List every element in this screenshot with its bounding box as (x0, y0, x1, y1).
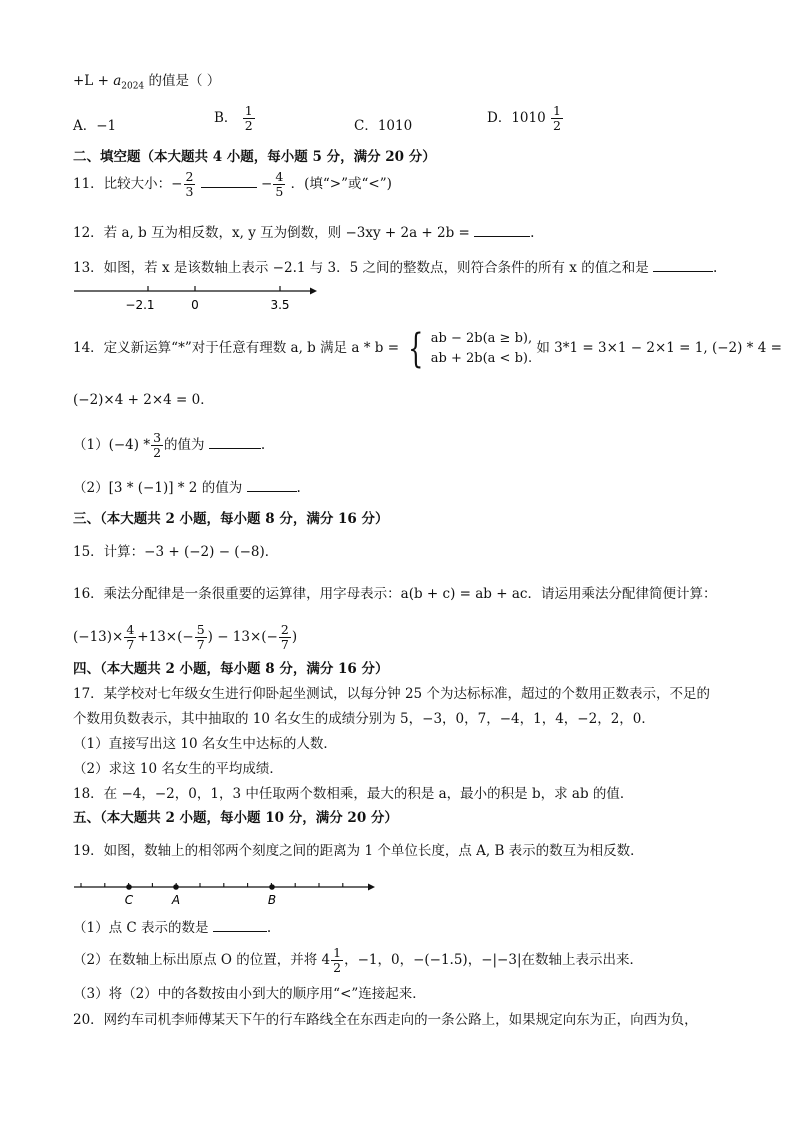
q16-fraction-a (124, 623, 136, 652)
q16-expr-d: ) (291, 629, 298, 645)
q11-suffix: ．(填“>”或“<”) (290, 176, 392, 192)
q14-sub1-num: 3 (153, 430, 162, 445)
q11-f1-den: 3 (185, 184, 194, 199)
q11-fraction-2 (273, 170, 285, 199)
q10-option-c-label: C．1010 (354, 118, 413, 134)
q13-label-pos: 3.5 (270, 298, 290, 312)
q17-sub2: （2）求这 10 名女生的平均成绩． (73, 761, 283, 777)
section5-title: 五、（本大题共 2 小题，每小题 10 分，满分 20 分） (73, 810, 398, 826)
q11-prefix: 11．比较大小：− (73, 176, 183, 192)
q14-sub1-suffix: 的值为 (164, 437, 205, 453)
q19-number-line (72, 877, 377, 907)
q19-label-a: A (171, 893, 181, 907)
q16-expr-b: +13×(− (137, 629, 194, 645)
q14-line2: (−2)×4 + 2×4 = 0． (73, 392, 214, 408)
q15: 15．计算：−3 + (−2) − (−8)． (73, 544, 279, 560)
q19-point-a (173, 884, 179, 890)
q10-tail-a: +L + (73, 73, 109, 89)
q14-sub2-end: . (296, 480, 301, 496)
q19: 19．如图，数轴上的相邻两个刻度之间的距离为 1 个单位长度，点 A, B 表示的数互为相反数． (73, 843, 644, 859)
q14-sub2-prefix: （2）[3 * (−1)] * 2 的值为 (73, 480, 243, 496)
q19-point-b (269, 884, 275, 890)
q16: 16．乘法分配律是一条很重要的运算律，用字母表示：a(b + c) = ab + ac．请运用乘法分配律简便计算： (73, 586, 717, 602)
section3-title: 三、（本大题共 2 小题，每小题 8 分，满分 16 分） (73, 511, 389, 527)
q14-sub2 (73, 477, 301, 497)
q19-sub1-answer-blank[interactable] (213, 917, 267, 932)
q16-fc-den: 7 (280, 637, 289, 652)
q14-cases (431, 329, 532, 369)
q17-line2: 个数用负数表示，其中抽取的 10 名女生的成绩分别为 5，−3，0，7，−4，1，4，−2，2，0． (73, 711, 655, 727)
q16-fraction-b (195, 623, 207, 652)
q10-option-d-den: 2 (552, 118, 561, 133)
q10-option-b-num: 1 (244, 103, 253, 118)
q10-tail-sub: 2024 (121, 81, 145, 92)
q13-axis-arrow (310, 288, 317, 295)
q11-answer-blank[interactable] (201, 173, 257, 188)
q10-option-b (214, 104, 256, 133)
q16-fraction-c (279, 623, 291, 652)
q16-expr-c: ) − 13×(− (207, 629, 278, 645)
q13 (73, 257, 717, 277)
q14-sub1-end: . (260, 437, 266, 453)
q10-option-b-den: 2 (244, 118, 253, 133)
q13-label-zero: 0 (191, 298, 199, 312)
q14-brace: { (408, 325, 424, 372)
q12-answer-blank[interactable] (474, 222, 530, 237)
q17-line1: 17．某学校对七年级女生进行仰卧起坐测试，以每分钟 25 个为达标标准，超过的个数用正数表示，不足的 (73, 686, 710, 702)
q14-sub1-prefix: （1）(−4) * (73, 437, 151, 453)
q13-text: 13．如图，若 x 是该数轴上表示 −2.1 与 3．5 之间的整数点，则符合条件的所有 x 的值之和是 (73, 260, 649, 276)
q19-label-b: B (267, 893, 277, 907)
q16-fc-num: 2 (280, 622, 289, 637)
q16-fb-den: 7 (196, 637, 205, 652)
q13-label-neg: −2.1 (125, 298, 155, 312)
q10-tail (73, 72, 220, 96)
q16-expr-a: (−13)× (73, 629, 124, 645)
q19-sub1-end: . (266, 920, 272, 936)
q18: 18．在 −4，−2，0，1，3 中任取两个数相乘，最大的积是 a，最小的积是 b，求 ab 的值． (73, 786, 634, 802)
q10-option-d-fraction (551, 104, 563, 133)
q14-case-1: ab − 2b(a ≥ b), (430, 330, 533, 346)
q13-end: . (713, 260, 718, 276)
q14-sub1-fraction (151, 431, 163, 460)
q11-f1-num: 2 (185, 169, 194, 184)
q12-end: . (530, 225, 535, 241)
q19-sub2-prefix: （2）在数轴上标出原点 O 的位置，并将 4 (73, 952, 331, 968)
q13-number-line (72, 282, 317, 314)
q10-option-a-label: A．−1 (73, 118, 117, 134)
q19-sub3: （3）将（2）中的各数按由小到大的顺序用“<”连接起来． (73, 986, 426, 1002)
q10-option-c (354, 114, 412, 134)
q10-option-d (487, 104, 564, 133)
q11 (73, 170, 392, 199)
q10-option-b-fraction (243, 104, 255, 133)
q11-mid: − (261, 176, 273, 192)
q19-sub2-suffix: ，−1，0，−(−1.5)，−|−3|在数轴上表示出来． (344, 952, 644, 968)
section4-title: 四、（本大题共 2 小题，每小题 8 分，满分 16 分） (73, 661, 389, 677)
q10-tail-c: 的值是（ ） (148, 73, 221, 89)
section2-title: 二、填空题（本大题共 4 小题，每小题 5 分，满分 20 分） (73, 149, 436, 165)
q10-option-b-prefix: B． (214, 110, 238, 126)
q19-point-c (126, 884, 132, 890)
q14-prefix: 14．定义新运算“*”对于任意有理数 a, b 满足 a * b = (73, 340, 400, 356)
q14 (73, 326, 782, 370)
q19-label-c: C (124, 893, 134, 907)
q11-fraction-1 (184, 170, 196, 199)
q14-sub1-den: 2 (153, 445, 162, 460)
q14-sub1-answer-blank[interactable] (209, 434, 261, 449)
q10-option-a (73, 114, 116, 134)
q16-fa-num: 4 (126, 622, 135, 637)
q19-sub2-fraction (331, 946, 343, 975)
q13-answer-blank[interactable] (653, 257, 713, 272)
q10-option-d-num: 1 (552, 103, 561, 118)
q14-sub1 (73, 427, 265, 463)
q19-axis-arrow (368, 884, 375, 891)
q11-f2-num: 4 (275, 169, 284, 184)
q10-tail-var: a (113, 73, 122, 89)
q20: 20．网约车司机李师傅某天下午的行车路线全在东西走向的一条公路上，如果规定向东为正，向西为负， (73, 1012, 698, 1028)
q19-sub2-num: 1 (333, 945, 342, 960)
q14-suffix: 如 3*1 = 3×1 − 2×1 = 1, (−2) * 4 = (536, 340, 782, 356)
q10-option-d-prefix: D．1010 (487, 110, 546, 126)
q14-sub2-answer-blank[interactable] (247, 477, 297, 492)
q16-fa-den: 7 (126, 637, 135, 652)
q14-case-2: ab + 2b(a < b). (430, 350, 533, 366)
q19-sub1 (73, 917, 271, 937)
q19-sub2-den: 2 (333, 960, 342, 975)
q16-expression (73, 619, 297, 655)
q19-sub2 (73, 942, 643, 978)
q17-sub1: （1）直接写出这 10 名女生中达标的人数． (73, 736, 337, 752)
q19-sub1-prefix: （1）点 C 表示的数是 (73, 920, 209, 936)
q14-piecewise (403, 325, 533, 372)
q12-text: 12．若 a, b 互为相反数，x, y 互为倒数，则 −3xy + 2a + 2b = (73, 225, 470, 241)
q16-fb-num: 5 (196, 622, 205, 637)
q11-f2-den: 5 (275, 184, 284, 199)
q12 (73, 222, 534, 242)
